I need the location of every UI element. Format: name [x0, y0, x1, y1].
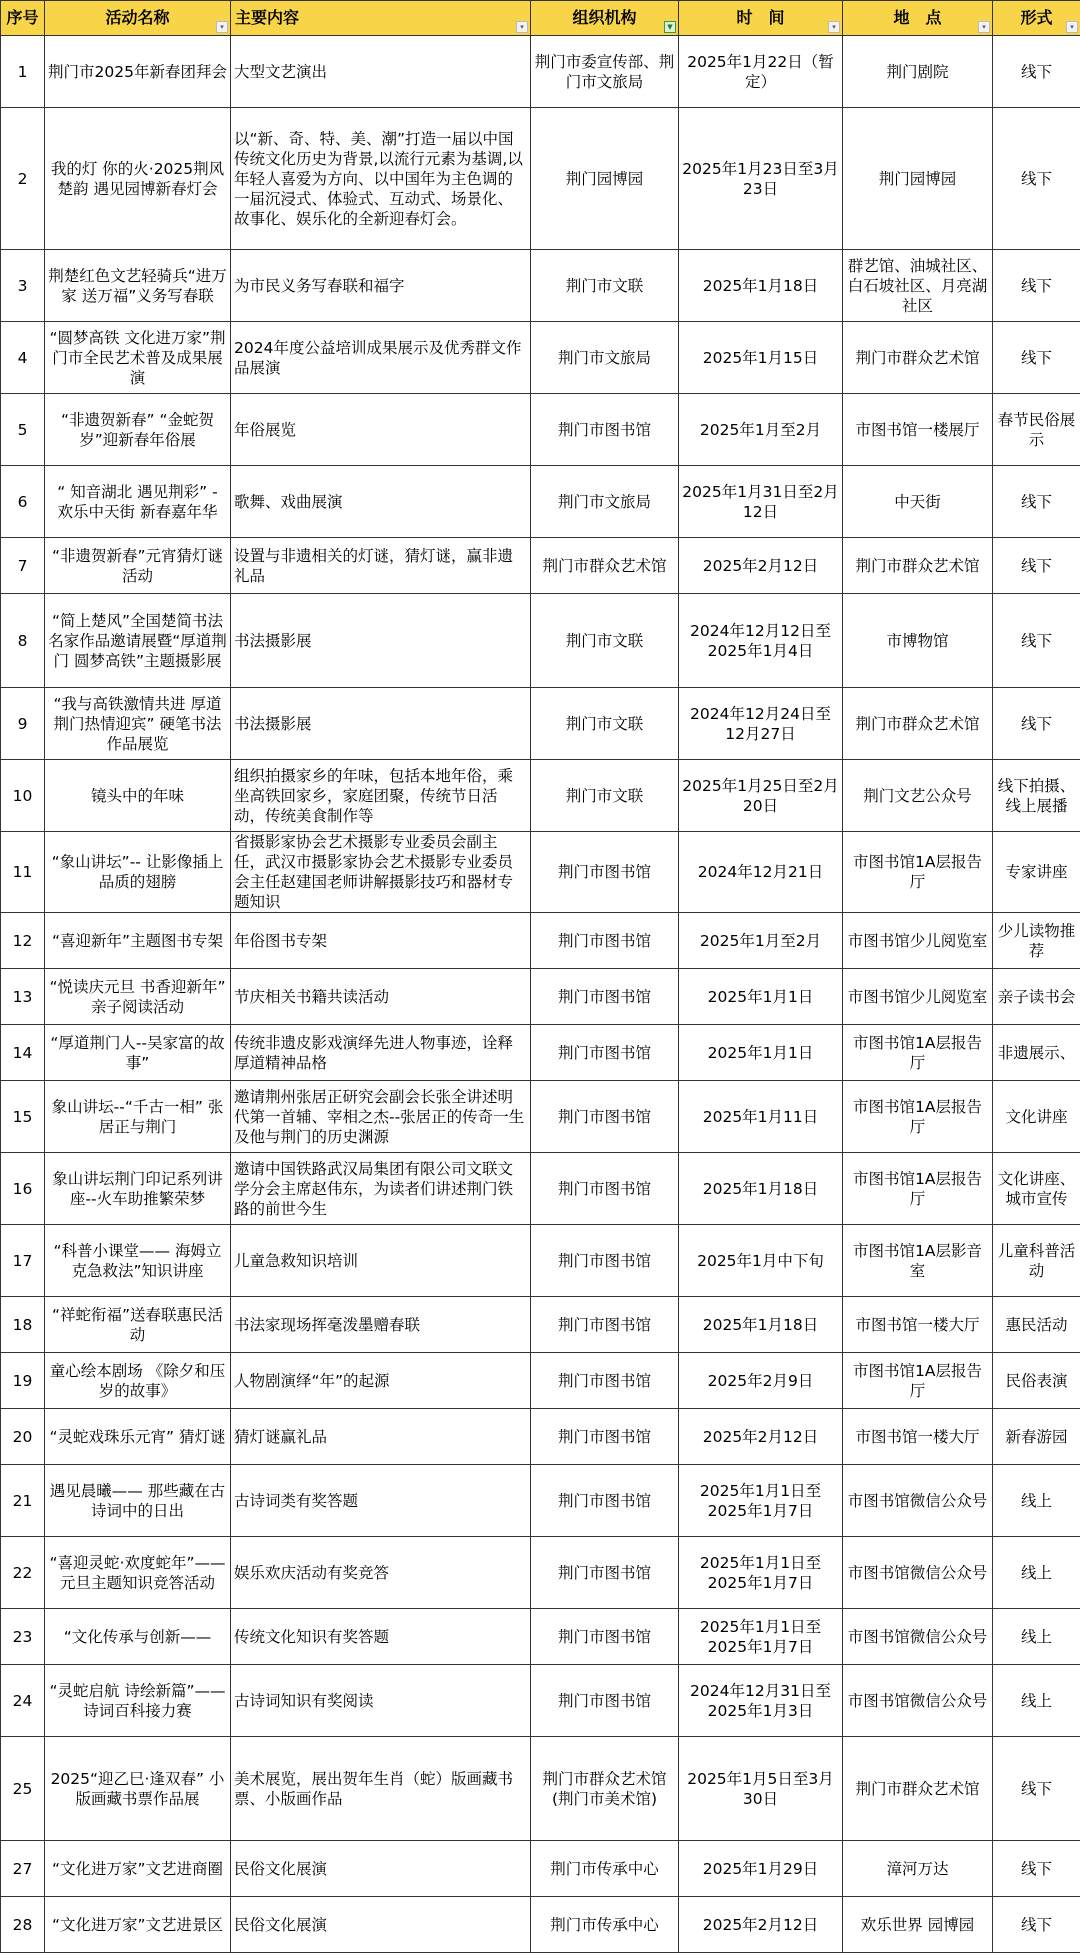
- cell-no[interactable]: 8: [1, 594, 45, 688]
- cell-activity-name[interactable]: “喜迎新年”主题图书专架: [45, 913, 231, 969]
- cell-content[interactable]: 歌舞、戏曲展演: [231, 466, 531, 538]
- cell-activity-name[interactable]: 2025“迎乙巳·逢双春” 小版画藏书票作品展: [45, 1737, 231, 1841]
- cell-time[interactable]: 2025年1月31日至2月12日: [679, 466, 843, 538]
- cell-activity-name[interactable]: “文化传承与创新——: [45, 1609, 231, 1665]
- cell-time[interactable]: 2025年1月5日至3月30日: [679, 1737, 843, 1841]
- cell-form[interactable]: 线下: [993, 594, 1080, 688]
- cell-content[interactable]: 为市民义务写春联和福字: [231, 250, 531, 322]
- cell-form[interactable]: 线下: [993, 688, 1080, 760]
- cell-form[interactable]: 文化讲座: [993, 1081, 1080, 1153]
- cell-no[interactable]: 11: [1, 832, 45, 913]
- cell-organization[interactable]: 荆门市文旅局: [531, 466, 679, 538]
- table-row: [1, 1353, 1080, 1409]
- cell-activity-name[interactable]: “灵蛇戏珠乐元宵” 猜灯谜: [45, 1409, 231, 1465]
- cell-content[interactable]: 节庆相关书籍共读活动: [231, 969, 531, 1025]
- cell-time[interactable]: 2025年2月12日: [679, 1897, 843, 1953]
- cell-activity-name[interactable]: “文化进万家”文艺进景区: [45, 1897, 231, 1953]
- cell-no[interactable]: 19: [1, 1353, 45, 1409]
- header-label: 时 间: [736, 8, 784, 27]
- table-row: [1, 1225, 1080, 1297]
- cell-form[interactable]: 非遗展示、: [993, 1025, 1080, 1081]
- cell-form[interactable]: 线下: [993, 322, 1080, 394]
- cell-content[interactable]: 传统文化知识有奖答题: [231, 1609, 531, 1665]
- cell-form[interactable]: 新春游园: [993, 1409, 1080, 1465]
- cell-content[interactable]: 人物剧演绎“年”的起源: [231, 1353, 531, 1409]
- table-row: [1, 250, 1080, 322]
- table-row: [1, 1465, 1080, 1537]
- cell-organization[interactable]: 荆门市图书馆: [531, 1409, 679, 1465]
- cell-content[interactable]: 2024年度公益培训成果展示及优秀群文作品展演: [231, 322, 531, 394]
- cell-activity-name[interactable]: “喜迎灵蛇·欢度蛇年”——元旦主题知识竞答活动: [45, 1537, 231, 1609]
- cell-place[interactable]: 市图书馆微信公众号: [843, 1537, 993, 1609]
- cell-organization[interactable]: 荆门园博园: [531, 108, 679, 250]
- cell-content[interactable]: 娱乐欢庆活动有奖竞答: [231, 1537, 531, 1609]
- cell-content[interactable]: 传统非遗皮影戏演绎先进人物事迹，诠释厚道精神品格: [231, 1025, 531, 1081]
- cell-time[interactable]: 2025年1月至2月: [679, 394, 843, 466]
- cell-time[interactable]: 2025年1月23日至3月23日: [679, 108, 843, 250]
- cell-place[interactable]: 荆门剧院: [843, 36, 993, 108]
- filter-dropdown-icon[interactable]: ▾: [978, 21, 990, 33]
- cell-content[interactable]: 大型文艺演出: [231, 36, 531, 108]
- filter-dropdown-icon[interactable]: ▾: [828, 21, 840, 33]
- cell-content[interactable]: 省摄影家协会艺术摄影专业委员会副主任，武汉市摄影家协会艺术摄影专业委员会主任赵建国老师讲解摄影技巧和器材专题知识: [231, 832, 531, 913]
- cell-place[interactable]: 市博物馆: [843, 594, 993, 688]
- cell-content[interactable]: 美术展览，展出贺年生肖（蛇）版画藏书票、小版画作品: [231, 1737, 531, 1841]
- cell-place[interactable]: 市图书馆1A层报告厅: [843, 1353, 993, 1409]
- cell-time[interactable]: 2025年1月18日: [679, 1153, 843, 1225]
- cell-organization[interactable]: 荆门市文联: [531, 250, 679, 322]
- cell-place[interactable]: 荆门市群众艺术馆: [843, 688, 993, 760]
- filter-dropdown-icon[interactable]: ▾: [216, 21, 228, 33]
- cell-time[interactable]: 2024年12月12日至2025年1月4日: [679, 594, 843, 688]
- cell-organization[interactable]: 荆门市图书馆: [531, 1537, 679, 1609]
- cell-activity-name[interactable]: “悦读庆元旦 书香迎新年” 亲子阅读活动: [45, 969, 231, 1025]
- cell-activity-name[interactable]: “圆梦高铁 文化进万家”荆门市全民艺术普及成果展演: [45, 322, 231, 394]
- header-label: 主要内容: [235, 8, 299, 27]
- cell-organization[interactable]: 荆门市图书馆: [531, 1665, 679, 1737]
- cell-time[interactable]: 2025年1月中下旬: [679, 1225, 843, 1297]
- cell-time[interactable]: 2025年2月9日: [679, 1353, 843, 1409]
- cell-time[interactable]: 2025年1月1日: [679, 1025, 843, 1081]
- cell-no[interactable]: 16: [1, 1153, 45, 1225]
- cell-organization[interactable]: 荆门市图书馆: [531, 1353, 679, 1409]
- cell-no[interactable]: 24: [1, 1665, 45, 1737]
- table-row: [1, 832, 1080, 913]
- cell-no[interactable]: 14: [1, 1025, 45, 1081]
- cell-place[interactable]: 荆门市群众艺术馆: [843, 322, 993, 394]
- table-row: [1, 688, 1080, 760]
- table-row: [1, 538, 1080, 594]
- cell-time[interactable]: 2025年2月12日: [679, 538, 843, 594]
- cell-organization[interactable]: 荆门市群众艺术馆(荆门市美术馆): [531, 1737, 679, 1841]
- header-cell-no: [1, 1, 45, 36]
- cell-content[interactable]: 猜灯谜赢礼品: [231, 1409, 531, 1465]
- table-row: [1, 466, 1080, 538]
- table-row: [1, 1081, 1080, 1153]
- cell-no[interactable]: 3: [1, 250, 45, 322]
- cell-content[interactable]: 设置与非遗相关的灯谜，猜灯谜，赢非遗礼品: [231, 538, 531, 594]
- cell-no[interactable]: 20: [1, 1409, 45, 1465]
- cell-content[interactable]: 年俗图书专架: [231, 913, 531, 969]
- cell-form[interactable]: 线下: [993, 36, 1080, 108]
- cell-organization[interactable]: 荆门市图书馆: [531, 1081, 679, 1153]
- cell-content[interactable]: 古诗词类有奖答题: [231, 1465, 531, 1537]
- cell-organization[interactable]: 荆门市委宣传部、荆门市文旅局: [531, 36, 679, 108]
- cell-organization[interactable]: 荆门市文联: [531, 594, 679, 688]
- cell-activity-name[interactable]: 象山讲坛荆门印记系列讲座--火车助推繁荣梦: [45, 1153, 231, 1225]
- cell-place[interactable]: 市图书馆一楼大厅: [843, 1409, 993, 1465]
- cell-no[interactable]: 10: [1, 760, 45, 832]
- cell-organization[interactable]: 荆门市图书馆: [531, 1465, 679, 1537]
- cell-no[interactable]: 27: [1, 1841, 45, 1897]
- cell-activity-name[interactable]: “文化进万家”文艺进商圈: [45, 1841, 231, 1897]
- cell-place[interactable]: 市图书馆微信公众号: [843, 1465, 993, 1537]
- cell-no[interactable]: 9: [1, 688, 45, 760]
- cell-place[interactable]: 市图书馆1A层报告厅: [843, 1153, 993, 1225]
- cell-form[interactable]: 线下: [993, 1841, 1080, 1897]
- cell-form[interactable]: 亲子读书会: [993, 969, 1080, 1025]
- filter-active-icon[interactable]: ▼: [664, 21, 676, 33]
- cell-organization[interactable]: 荆门市图书馆: [531, 913, 679, 969]
- cell-no[interactable]: 7: [1, 538, 45, 594]
- cell-form[interactable]: 线下: [993, 1897, 1080, 1953]
- cell-no[interactable]: 23: [1, 1609, 45, 1665]
- cell-content[interactable]: 书法摄影展: [231, 688, 531, 760]
- table-row: [1, 108, 1080, 250]
- cell-organization[interactable]: 荆门市图书馆: [531, 1153, 679, 1225]
- cell-form[interactable]: 线上: [993, 1465, 1080, 1537]
- cell-time[interactable]: 2024年12月24日至12月27日: [679, 688, 843, 760]
- table-row: [1, 322, 1080, 394]
- cell-no[interactable]: 13: [1, 969, 45, 1025]
- table-row: [1, 594, 1080, 688]
- cell-organization[interactable]: 荆门市图书馆: [531, 1297, 679, 1353]
- table-row: [1, 1665, 1080, 1737]
- cell-organization[interactable]: 荆门市文旅局: [531, 322, 679, 394]
- cell-activity-name[interactable]: “厚道荆门人--吴家富的故事”: [45, 1025, 231, 1081]
- table-body: [1, 36, 1080, 1953]
- cell-place[interactable]: 荆门市群众艺术馆: [843, 1737, 993, 1841]
- cell-activity-name[interactable]: 荆门市2025年新春团拜会: [45, 36, 231, 108]
- cell-no[interactable]: 15: [1, 1081, 45, 1153]
- table-row: [1, 36, 1080, 108]
- cell-content[interactable]: 邀请中国铁路武汉局集团有限公司文联文学分会主席赵伟东，为读者们讲述荆门铁路的前世今生: [231, 1153, 531, 1225]
- cell-activity-name[interactable]: 镜头中的年味: [45, 760, 231, 832]
- table-row: [1, 1897, 1080, 1953]
- table-row: [1, 1609, 1080, 1665]
- cell-organization[interactable]: 荆门市图书馆: [531, 394, 679, 466]
- table-row: [1, 1841, 1080, 1897]
- cell-content[interactable]: 古诗词知识有奖阅读: [231, 1665, 531, 1737]
- cell-organization[interactable]: 荆门市文联: [531, 688, 679, 760]
- cell-organization[interactable]: 荆门市图书馆: [531, 969, 679, 1025]
- table-row: [1, 913, 1080, 969]
- cell-form[interactable]: 专家讲座: [993, 832, 1080, 913]
- cell-form[interactable]: 民俗表演: [993, 1353, 1080, 1409]
- cell-organization[interactable]: 荆门市传承中心: [531, 1841, 679, 1897]
- cell-place[interactable]: 荆门市群众艺术馆: [843, 538, 993, 594]
- cell-no[interactable]: 17: [1, 1225, 45, 1297]
- cell-no[interactable]: 2: [1, 108, 45, 250]
- cell-content[interactable]: 邀请荆州张居正研究会副会长张全讲述明代第一首辅、宰相之杰--张居正的传奇一生及他与荆门的历史渊源: [231, 1081, 531, 1153]
- cell-form[interactable]: 线下拍摄、线上展播: [993, 760, 1080, 832]
- cell-activity-name[interactable]: 我的灯 你的火·2025荆风楚韵 遇见园博新春灯会: [45, 108, 231, 250]
- cell-place[interactable]: 市图书馆1A层影音室: [843, 1225, 993, 1297]
- cell-no[interactable]: 25: [1, 1737, 45, 1841]
- header-cell-org: [531, 1, 679, 36]
- cell-time[interactable]: 2025年2月12日: [679, 1409, 843, 1465]
- cell-time[interactable]: 2025年1月29日: [679, 1841, 843, 1897]
- cell-activity-name[interactable]: 荆楚红色文艺轻骑兵“进万家 送万福”义务写春联: [45, 250, 231, 322]
- table-row: [1, 969, 1080, 1025]
- header-label: 活动名称: [105, 8, 169, 27]
- cell-time[interactable]: 2025年1月1日至2025年1月7日: [679, 1537, 843, 1609]
- cell-time[interactable]: 2025年1月22日（暂定）: [679, 36, 843, 108]
- cell-no[interactable]: 12: [1, 913, 45, 969]
- table-row: [1, 1409, 1080, 1465]
- cell-content[interactable]: 民俗文化展演: [231, 1841, 531, 1897]
- cell-time[interactable]: 2025年1月1日至2025年1月7日: [679, 1465, 843, 1537]
- cell-place[interactable]: 市图书馆1A层报告厅: [843, 832, 993, 913]
- table-row: [1, 1537, 1080, 1609]
- cell-organization[interactable]: 荆门市群众艺术馆: [531, 538, 679, 594]
- cell-place[interactable]: 市图书馆1A层报告厅: [843, 1081, 993, 1153]
- cell-organization[interactable]: 荆门市图书馆: [531, 1025, 679, 1081]
- header-cell-place: [843, 1, 993, 36]
- cell-time[interactable]: 2024年12月31日至2025年1月3日: [679, 1665, 843, 1737]
- cell-activity-name[interactable]: “非遗贺新春” “金蛇贺岁”迎新春年俗展: [45, 394, 231, 466]
- header-label: 形式: [1020, 8, 1052, 27]
- cell-activity-name[interactable]: “科普小课堂—— 海姆立克急救法”知识讲座: [45, 1225, 231, 1297]
- cell-place[interactable]: 欢乐世界 园博园: [843, 1897, 993, 1953]
- cell-time[interactable]: 2025年1月15日: [679, 322, 843, 394]
- cell-form[interactable]: 文化讲座、城市宣传: [993, 1153, 1080, 1225]
- cell-no[interactable]: 21: [1, 1465, 45, 1537]
- cell-form[interactable]: 线下: [993, 250, 1080, 322]
- header-label: 组织机构: [572, 8, 636, 27]
- cell-activity-name[interactable]: “灵蛇启航 诗绘新篇”—— 诗词百科接力赛: [45, 1665, 231, 1737]
- cell-time[interactable]: 2025年1月18日: [679, 1297, 843, 1353]
- cell-time[interactable]: 2025年1月11日: [679, 1081, 843, 1153]
- cell-form[interactable]: 线下: [993, 1737, 1080, 1841]
- cell-place[interactable]: 市图书馆1A层报告厅: [843, 1025, 993, 1081]
- cell-activity-name[interactable]: “象山讲坛”-- 让影像插上品质的翅膀: [45, 832, 231, 913]
- cell-place[interactable]: 市图书馆少儿阅览室: [843, 969, 993, 1025]
- table-row: [1, 1153, 1080, 1225]
- cell-no[interactable]: 6: [1, 466, 45, 538]
- cell-time[interactable]: 2025年1月18日: [679, 250, 843, 322]
- cell-no[interactable]: 22: [1, 1537, 45, 1609]
- cell-form[interactable]: 少儿读物推荐: [993, 913, 1080, 969]
- cell-activity-name[interactable]: 童心绘本剧场 《除夕和压岁的故事》: [45, 1353, 231, 1409]
- cell-form[interactable]: 线下: [993, 538, 1080, 594]
- header-cell-time: [679, 1, 843, 36]
- table-row: [1, 1737, 1080, 1841]
- cell-no[interactable]: 4: [1, 322, 45, 394]
- cell-time[interactable]: 2025年1月25日至2月20日: [679, 760, 843, 832]
- cell-form[interactable]: 线上: [993, 1665, 1080, 1737]
- cell-content[interactable]: 书法摄影展: [231, 594, 531, 688]
- header-label: 序号: [6, 8, 38, 27]
- cell-time[interactable]: 2024年12月21日: [679, 832, 843, 913]
- cell-place[interactable]: 市图书馆一楼大厅: [843, 1297, 993, 1353]
- cell-organization[interactable]: 荆门市文联: [531, 760, 679, 832]
- cell-content[interactable]: 以“新、奇、特、美、潮”打造一届以中国传统文化历史为背景,以流行元素为基调,以年轻人喜爱为方向、以中国年为主色调的一届沉浸式、体验式、互动式、场景化、故事化、娱乐化的全新迎春灯会。: [231, 108, 531, 250]
- cell-place[interactable]: 市图书馆少儿阅览室: [843, 913, 993, 969]
- table-row: [1, 1297, 1080, 1353]
- cell-form[interactable]: 线下: [993, 466, 1080, 538]
- cell-no[interactable]: 1: [1, 36, 45, 108]
- cell-form[interactable]: 春节民俗展示: [993, 394, 1080, 466]
- header-label: 地 点: [893, 8, 941, 27]
- cell-place[interactable]: 市图书馆微信公众号: [843, 1609, 993, 1665]
- cell-form[interactable]: 线上: [993, 1537, 1080, 1609]
- cell-place[interactable]: 中天街: [843, 466, 993, 538]
- cell-place[interactable]: 市图书馆微信公众号: [843, 1665, 993, 1737]
- cell-no[interactable]: 18: [1, 1297, 45, 1353]
- cell-organization[interactable]: 荆门市图书馆: [531, 832, 679, 913]
- cell-organization[interactable]: 荆门市图书馆: [531, 1225, 679, 1297]
- cell-time[interactable]: 2025年1月至2月: [679, 913, 843, 969]
- cell-place[interactable]: 市图书馆一楼展厅: [843, 394, 993, 466]
- cell-time[interactable]: 2025年1月1日: [679, 969, 843, 1025]
- table-row: [1, 394, 1080, 466]
- cell-place[interactable]: 群艺馆、油城社区、白石坡社区、月亮湖社区: [843, 250, 993, 322]
- cell-content[interactable]: 组织拍摄家乡的年味，包括本地年俗，乘坐高铁回家乡，家庭团聚，传统节日活动，传统美食制作等: [231, 760, 531, 832]
- cell-form[interactable]: 惠民活动: [993, 1297, 1080, 1353]
- cell-content[interactable]: 儿童急救知识培训: [231, 1225, 531, 1297]
- cell-content[interactable]: 书法家现场挥毫泼墨赠春联: [231, 1297, 531, 1353]
- cell-activity-name[interactable]: “ 知音湖北 遇见荆彩” - 欢乐中天街 新春嘉年华: [45, 466, 231, 538]
- cell-organization[interactable]: 荆门市图书馆: [531, 1609, 679, 1665]
- table-row: [1, 1025, 1080, 1081]
- cell-activity-name[interactable]: “非遗贺新春”元宵猜灯谜活动: [45, 538, 231, 594]
- cell-content[interactable]: 年俗展览: [231, 394, 531, 466]
- cell-form[interactable]: 儿童科普活动: [993, 1225, 1080, 1297]
- cell-activity-name[interactable]: 遇见晨曦—— 那些藏在古诗词中的日出: [45, 1465, 231, 1537]
- header-row: [1, 1, 1080, 36]
- filter-dropdown-icon[interactable]: ▾: [1066, 21, 1078, 33]
- filter-dropdown-icon[interactable]: ▾: [516, 21, 528, 33]
- header-cell-form: [993, 1, 1080, 36]
- header-cell-content: [231, 1, 531, 36]
- cell-no[interactable]: 28: [1, 1897, 45, 1953]
- cell-activity-name[interactable]: 象山讲坛--“千古一相” 张居正与荆门: [45, 1081, 231, 1153]
- header-cell-name: [45, 1, 231, 36]
- cell-content[interactable]: 民俗文化展演: [231, 1897, 531, 1953]
- cell-activity-name[interactable]: “我与高铁激情共进 厚道荆门热情迎宾” 硬笔书法作品展览: [45, 688, 231, 760]
- cell-organization[interactable]: 荆门市传承中心: [531, 1897, 679, 1953]
- cell-place[interactable]: 荆门园博园: [843, 108, 993, 250]
- cell-form[interactable]: 线下: [993, 108, 1080, 250]
- cell-no[interactable]: 5: [1, 394, 45, 466]
- cell-activity-name[interactable]: “祥蛇衔福”送春联惠民活动: [45, 1297, 231, 1353]
- cell-form[interactable]: 线上: [993, 1609, 1080, 1665]
- cell-place[interactable]: 荆门文艺公众号: [843, 760, 993, 832]
- cell-time[interactable]: 2025年1月1日至2025年1月7日: [679, 1609, 843, 1665]
- table-row: [1, 760, 1080, 832]
- cell-activity-name[interactable]: “简上楚风”全国楚简书法名家作品邀请展暨“厚道荆门 圆梦高铁”主题摄影展: [45, 594, 231, 688]
- cell-place[interactable]: 漳河万达: [843, 1841, 993, 1897]
